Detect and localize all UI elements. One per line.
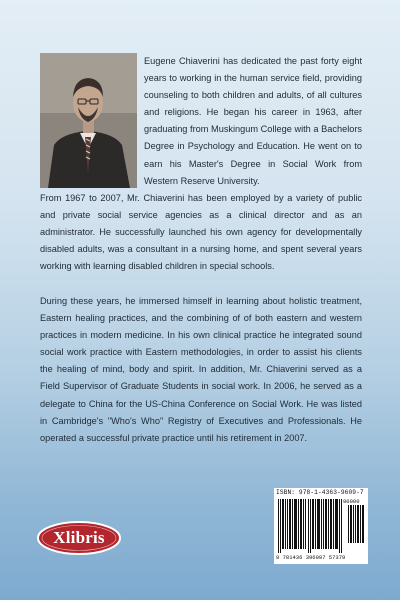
barcode-digits: 9 781436 396097 57379 [276, 554, 346, 561]
isbn-barcode [274, 488, 368, 564]
price-barcode-bars [348, 499, 365, 543]
isbn-label: ISBN: 978-1-4363-9609-7 [276, 489, 364, 496]
author-bio-paragraph-1 [40, 53, 362, 275]
publisher-name: Xlibris [53, 528, 105, 547]
author-bio-continuation-text: From 1967 to 2007, Mr. Chiaverini has been employed by a variety of public and private social service agencies as a clinical director and as an administrator. He successfully launched his own agency for developmentally disabled adults, was a consultant in a nursing home, and spent several years working with learning disabled children in special schools. [40, 192, 362, 272]
publisher-logo [36, 520, 122, 561]
author-bio-lead-text: Eugene Chiaverini has dedicated the past forty eight years to working in the human service field, providing counseling to both children and adults, of all cultures and religions. He began his career in 1963, after graduating from Muskingum College with a Bachelors Degree in Psychology and Education. He went on to earn his Master's Degree in Social Work from Western Reserve University. [144, 56, 362, 186]
author-bio-paragraph-2: During these years, he immersed himself in learning about holistic treatment, Eastern healing practices, and the combining of of both eastern and western practices in modern medicine. In his own clinical practice he integrated sound social work practice with Eastern methodologies, in order to assist his clients the healing of mind, body and spirit. In addition, Mr. Chiaverini served as a Field Supervisor of Graduate Students in social work. In 2006, he served as a delegate to China for the US-China Conference on Social Work. He was listed in Cambridge's "Who's Who" Registry of Executives and Professionals. He operated a successful private practice until his retirement in 2007. [40, 296, 362, 443]
barcode-price-code: 90000 [343, 498, 360, 505]
barcode-bars [278, 499, 342, 553]
